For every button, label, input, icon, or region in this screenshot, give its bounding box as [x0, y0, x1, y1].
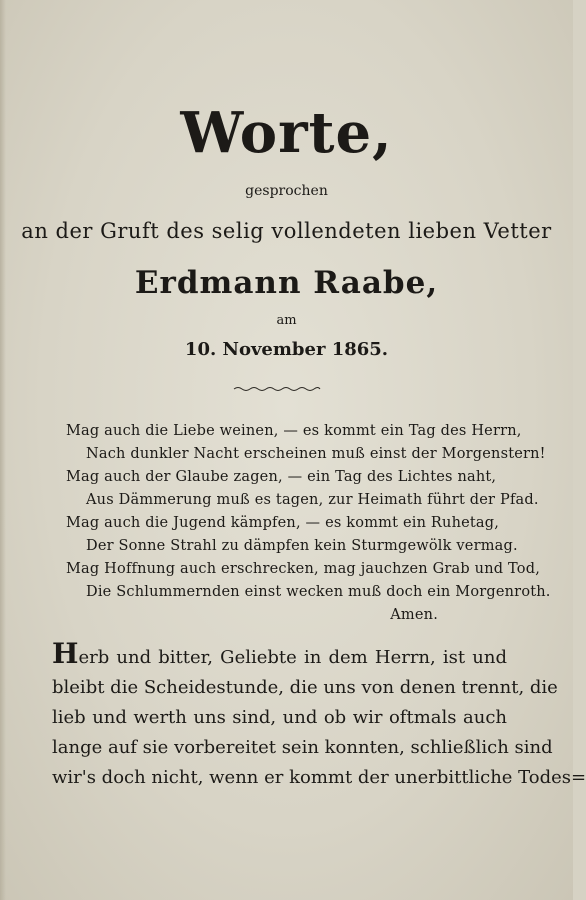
prose-line: lieb und werth uns sind, und ob wir oftmals auch [52, 707, 507, 728]
initial-letter: H [52, 637, 79, 670]
ornament-divider [232, 384, 322, 394]
poem-line: Mag auch die Liebe weinen, — es kommt ein Tag des Herrn, [66, 423, 522, 439]
subtitle-occasion: an der Gruft des selig vollendeten lieben Vetter [21, 219, 552, 243]
prose-line: lange auf sie vorbereitet sein konnten, schließlich sind [52, 737, 553, 758]
date-line: 10. November 1865. [184, 339, 389, 360]
prose-line: wir's doch nicht, wenn er kommt der unerbittliche Todes= [52, 767, 586, 788]
poem-line: Mag Hoffnung auch erschrecken, mag jauchzen Grab und Tod, [66, 561, 540, 577]
poem-line: Nach dunkler Nacht erscheinen muß einst der Morgenstern! [86, 446, 546, 462]
prose-first-line-text: erb und bitter, Geliebte in dem Herrn, ist und [78, 647, 507, 668]
date-preposition: am [276, 313, 297, 328]
poem-line: Die Schlummernden einst wecken muß doch ein Morgenroth. [86, 584, 551, 600]
poem-line: Mag auch der Glaube zagen, — ein Tag des Lichtes naht, [66, 469, 497, 485]
subtitle-spoken: gesprochen [245, 183, 328, 199]
prose-line [52, 637, 507, 673]
poem-amen: Amen. [390, 607, 438, 623]
poem-line: Aus Dämmerung muß es tagen, zur Heimath führt der Pfad. [86, 492, 539, 508]
prose-line: bleibt die Scheidestunde, die uns von denen trennt, die [52, 677, 558, 698]
poem-line: Mag auch die Jugend kämpfen, — es kommt ein Ruhetag, [66, 515, 500, 531]
deceased-name: Erdmann Raabe, [134, 265, 439, 301]
poem-block [66, 420, 551, 627]
page-title: Worte, [180, 100, 393, 166]
prose-paragraph [52, 637, 586, 793]
poem-line: Der Sonne Strahl zu dämpfen kein Sturmgewölk vermag. [86, 538, 518, 554]
